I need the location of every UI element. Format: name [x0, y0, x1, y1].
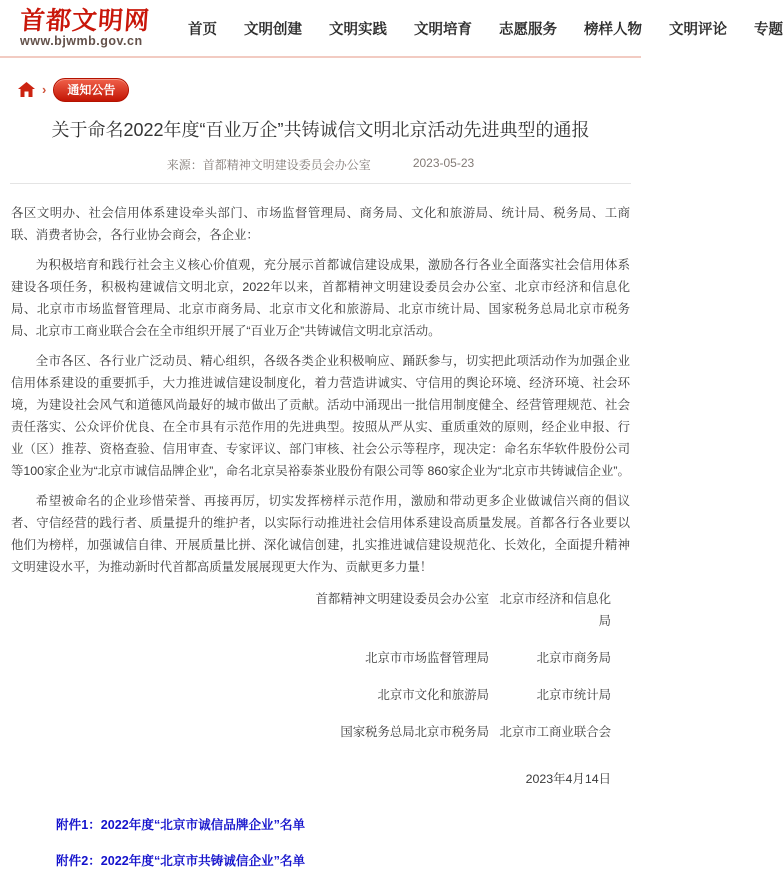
attachment-list	[56, 814, 630, 872]
signature-org: 北京市经济和信息化局	[499, 592, 611, 628]
article-source: 来源：首都精神文明建设委员会办公室	[166, 158, 371, 172]
signature-org: 北京市工商业联合会	[499, 725, 611, 739]
signature-org: 首都精神文明建设委员会办公室	[315, 592, 489, 606]
site-logo-title: 首都文明网	[19, 7, 151, 35]
article-body	[0, 184, 641, 872]
nav-item-creation[interactable]: 文明创建	[244, 21, 302, 38]
signature-org: 北京市统计局	[536, 688, 611, 702]
article-paragraph: 全市各区、各行业广泛动员、精心组织，各级各类企业积极响应、踊跃参与，切实把此项活动作为加强企业信用体系建设的重要抓手，大力推进诚信建设制度化，着力营造讲诚实、守信用的舆论环境、经济环境、社会环境，为建设社会风气和道德风尚最好的城市做出了贡献。活动中涌现出一批信用制度健全、经营管理规范、社会责任落实、公众评价优良、在全市具有示范作用的先进典型。按照从严从实、重质重效的原则，经企业申报、行业（区）推荐、资格查验、信用审查、专家评议、部门审核、社会公示等程序，现决定：命名东华软件股份公司等100家企业为“北京市诚信品牌企业”，命名北京吴裕泰茶业股份有限公司等 860家企业为“北京市共铸诚信企业”。	[11, 354, 630, 478]
signature-org: 北京市文化和旅游局	[377, 688, 489, 702]
nav-item-home[interactable]: 首页	[188, 21, 217, 38]
site-header	[0, 0, 783, 58]
breadcrumb	[18, 79, 641, 101]
signature-date: 2023年4月14日	[525, 772, 611, 786]
signature-row	[11, 721, 611, 743]
nav-item-practice[interactable]: 文明实践	[329, 21, 387, 38]
signature-row	[11, 588, 611, 632]
signature-row	[11, 647, 611, 669]
breadcrumb-category-badge[interactable]: 通知公告	[53, 78, 129, 102]
chevron-right-icon: ›	[42, 82, 47, 97]
nav-item-models[interactable]: 榜样人物	[584, 21, 642, 38]
site-logo-url: www.bjwmb.gov.cn	[20, 34, 143, 48]
article-paragraph: 为积极培育和践行社会主义核心价值观，充分展示首都诚信建设成果，激励各行各业全面落实社会信用体系建设各项任务，积极构建诚信文明北京，2022年以来，首都精神文明建设委员会办公室、北京市经济和信息化局、北京市市场监督管理局、北京市商务局、北京市文化和旅游局、北京市统计局、国家税务总局北京市税务局、北京市工商业联合会在全市组织开展了“百业万企”共铸诚信文明北京活动。	[11, 258, 630, 338]
nav-item-special[interactable]: 专题	[754, 21, 783, 38]
article-publish-date: 2023-05-23	[412, 156, 475, 170]
page-title: 关于命名2022年度“百业万企”共铸诚信文明北京活动先进典型的通报	[51, 120, 590, 140]
nav-item-review[interactable]: 文明评论	[669, 21, 727, 38]
home-icon[interactable]	[18, 82, 35, 98]
site-logo[interactable]	[20, 8, 168, 48]
main-nav	[188, 18, 783, 39]
nav-item-cultivate[interactable]: 文明培育	[414, 21, 472, 38]
signature-block	[11, 588, 630, 790]
signature-org: 北京市市场监督管理局	[365, 651, 489, 665]
signature-org: 北京市商务局	[536, 651, 611, 665]
nav-item-volunteer[interactable]: 志愿服务	[499, 21, 557, 38]
article-paragraph-salutation: 各区文明办、社会信用体系建设牵头部门、市场监督管理局、商务局、文化和旅游局、统计局、税务局、工商联、消费者协会，各行业协会商会，各企业：	[11, 206, 630, 242]
article-meta	[0, 156, 641, 173]
attachment-link-2[interactable]: 附件2：2022年度“北京市共铸诚信企业”名单	[56, 854, 306, 868]
signature-row	[11, 684, 611, 706]
attachment-link-1[interactable]: 附件1：2022年度“北京市诚信品牌企业”名单	[56, 818, 306, 832]
article-paragraph: 希望被命名的企业珍惜荣誉、再接再厉，切实发挥榜样示范作用，激励和带动更多企业做诚信兴商的倡议者、守信经营的践行者、质量提升的维护者，以实际行动推进社会信用体系建设高质量发展。首都各行各业要以他们为榜样，加强诚信自律、开展质量比拼、深化诚信创建，扎实推进诚信建设规范化、长效化，全面提升精神文明建设水平，为推动新时代首都高质量发展展现更大作为、贡献更多力量！	[11, 494, 630, 574]
signature-org: 国家税务总局北京市税务局	[340, 725, 489, 739]
article	[0, 117, 641, 872]
